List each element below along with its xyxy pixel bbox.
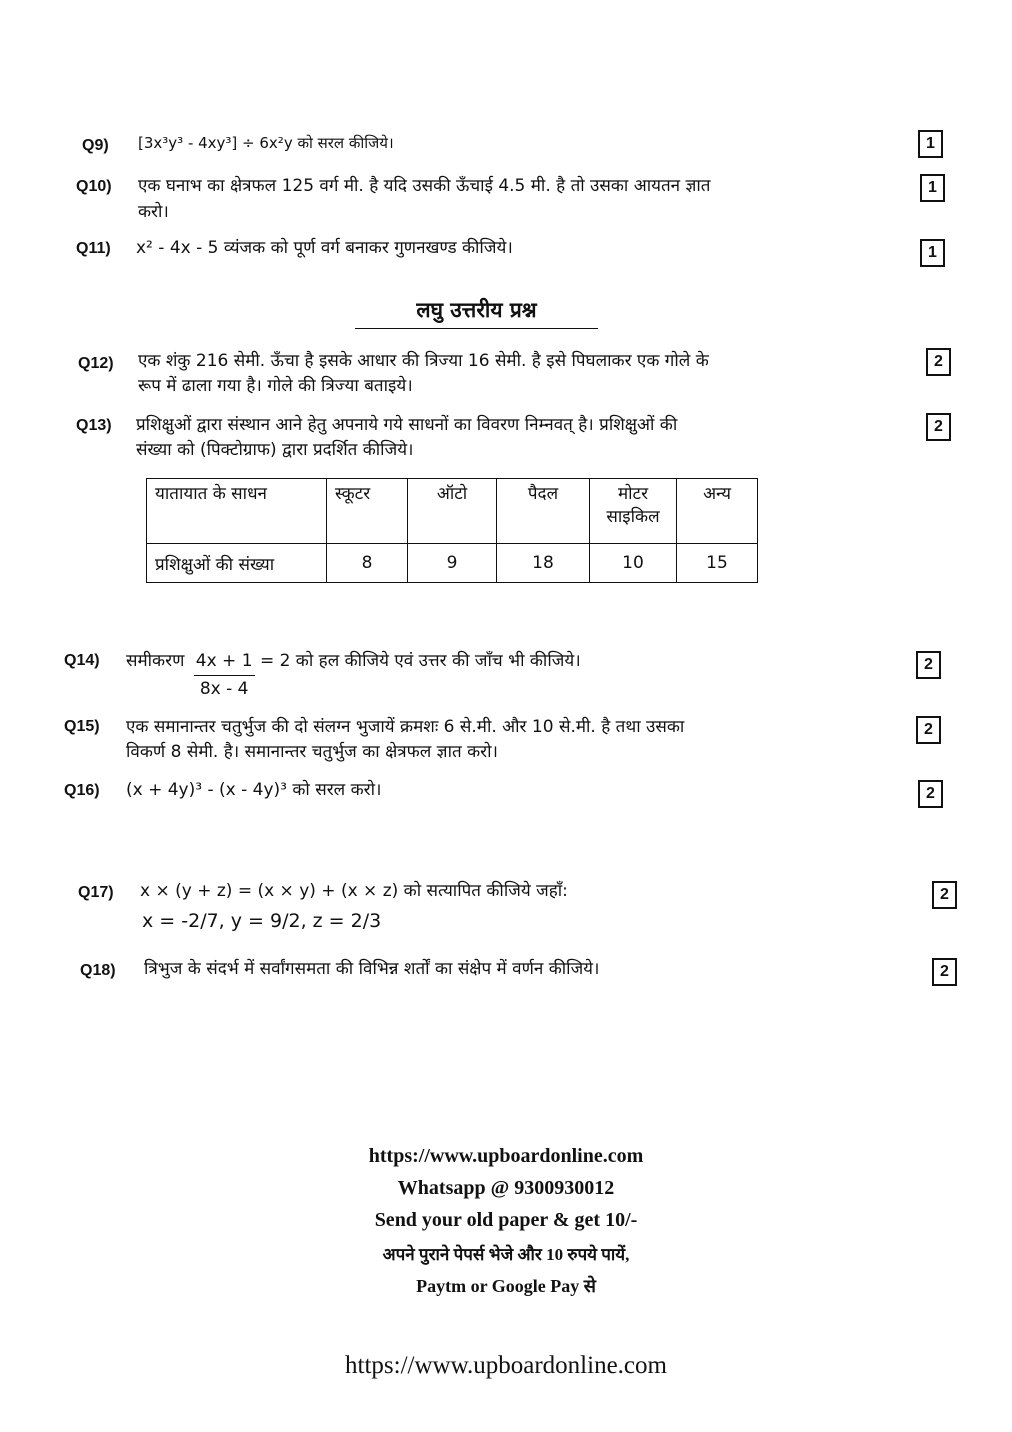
- question-number: Q10): [76, 178, 112, 195]
- table-cell: प्रशिक्षुओं की संख्या: [147, 544, 327, 583]
- table-cell: 10: [590, 544, 677, 583]
- question-text-line1: प्रशिक्षुओं द्वारा संस्थान आने हेतु अपनाये गये साधनों का विवरण निम्नवत् है। प्रशिक्षुओं की: [136, 415, 678, 435]
- question-text-line2: विकर्ण 8 सेमी. है। समानान्तर चतुर्भुज का क्षेत्रफल ज्ञात करो।: [126, 742, 498, 762]
- table-cell: 15: [677, 544, 758, 583]
- section-heading: लघु उत्तरीय प्रश्न: [355, 296, 598, 329]
- fraction-denominator: 8x - 4: [199, 679, 249, 699]
- marks-box: 2: [918, 780, 943, 808]
- question-number: Q16): [64, 782, 100, 799]
- question-text-line2: x = -2/7, y = 9/2, z = 2/3: [142, 910, 382, 932]
- equation-suffix: = 2 को हल कीजिये एवं उत्तर की जाँच भी कीजिये।: [259, 651, 581, 671]
- marks-box: 2: [916, 716, 941, 744]
- question-text-line2: रूप में ढाला गया है। गोले की त्रिज्या बताइये।: [138, 376, 413, 396]
- question-text: [126, 648, 581, 703]
- question-text-line2: संख्या को (पिक्टोग्राफ) द्वारा प्रदर्शित कीजिये।: [136, 440, 414, 460]
- question-number: Q18): [80, 962, 116, 979]
- marks-box: 2: [926, 413, 951, 441]
- transport-table: [146, 478, 758, 583]
- question-number: Q15): [64, 718, 100, 735]
- table-cell: पैदल: [497, 479, 590, 544]
- footer-whatsapp: Whatsapp @ 9300930012: [397, 1177, 615, 1199]
- marks-box: 1: [920, 239, 945, 267]
- table-cell: स्कूटर: [327, 479, 408, 544]
- footer-website[interactable]: https://www.upboardonline.com: [368, 1145, 644, 1167]
- marks-box: 2: [932, 958, 957, 986]
- question-text: x² - 4x - 5 व्यंजक को पूर्ण वर्ग बनाकर गुणनखण्ड कीजिये।: [136, 238, 513, 258]
- question-text: त्रिभुज के संदर्भ में सर्वांगसमता की विभिन्न शर्तों का संक्षेप में वर्णन कीजिये।: [144, 959, 600, 979]
- question-number: Q14): [64, 652, 100, 669]
- question-number: Q9): [82, 137, 109, 154]
- table-cell: 18: [497, 544, 590, 583]
- table-cell: मोटर साइकिल: [590, 479, 677, 544]
- table-row: [147, 544, 758, 583]
- question-text-line1: x × (y + z) = (x × y) + (x × z) को सत्यापित कीजिये जहाँ:: [140, 881, 568, 901]
- question-number: Q12): [78, 355, 114, 372]
- footer-offer-hindi: अपने पुराने पेपर्स भेजे और 10 रुपये पायें,: [382, 1245, 630, 1264]
- table-cell: 8: [327, 544, 408, 583]
- question-number: Q11): [76, 240, 111, 257]
- table-cell: 9: [408, 544, 497, 583]
- marks-box: 1: [920, 174, 945, 202]
- footer-offer: Send your old paper & get 10/-: [374, 1209, 638, 1231]
- question-text: [3x³y³ - 4xy³] ÷ 6x²y को सरल कीजिये।: [138, 134, 394, 152]
- bottom-url[interactable]: https://www.upboardonline.com: [345, 1352, 667, 1379]
- question-text-line2: करो।: [138, 202, 169, 222]
- question-number: Q17): [78, 884, 114, 901]
- footer-payment: Paytm or Google Pay से: [416, 1276, 596, 1296]
- question-text: (x + 4y)³ - (x - 4y)³ को सरल करो।: [126, 780, 382, 800]
- table-header-row: [147, 479, 758, 544]
- question-text-line1: एक शंकु 216 सेमी. ऊँचा है इसके आधार की त्रिज्या 16 सेमी. है इसे पिघलाकर एक गोले के: [138, 351, 709, 371]
- marks-box: 2: [916, 651, 941, 679]
- equation-prefix: समीकरण: [126, 651, 185, 671]
- marks-box: 1: [918, 130, 943, 158]
- question-number: Q13): [76, 417, 112, 434]
- question-text-line1: एक समानान्तर चतुर्भुज की दो संलग्न भुजायें क्रमशः 6 से.मी. और 10 से.मी. है तथा उसका: [126, 717, 685, 737]
- fraction-numerator: 4x + 1: [194, 648, 255, 676]
- table-cell: यातायात के साधन: [147, 479, 327, 544]
- marks-box: 2: [926, 348, 951, 376]
- marks-box: 2: [932, 881, 957, 909]
- question-text-line1: एक घनाभ का क्षेत्रफल 125 वर्ग मी. है यदि उसकी ऊँचाई 4.5 मी. है तो उसका आयतन ज्ञात: [138, 176, 711, 196]
- table-cell: ऑटो: [408, 479, 497, 544]
- table-cell: अन्य: [677, 479, 758, 544]
- fraction: [194, 648, 255, 703]
